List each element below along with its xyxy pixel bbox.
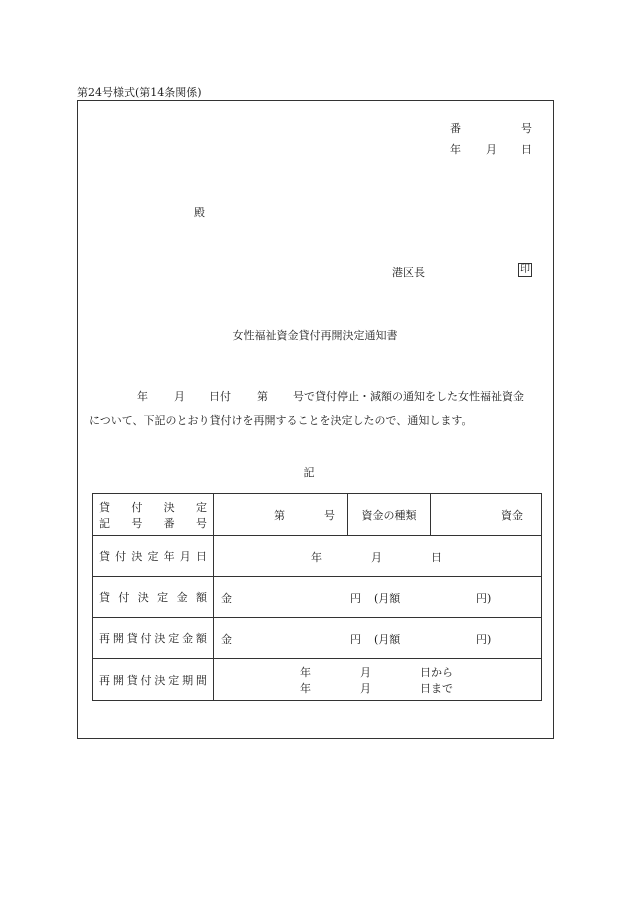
seal-mark: 印: [520, 264, 530, 275]
label-char: 間: [195, 673, 207, 687]
loan-number-label: [93, 494, 214, 536]
label-char: 定: [168, 673, 180, 687]
label-char: 期: [182, 673, 194, 687]
body-year: 年: [137, 390, 148, 403]
from-day: 日から: [420, 666, 453, 679]
number-suffix: 号: [521, 122, 532, 135]
label-char: 年: [163, 550, 175, 563]
decision-amount-value: [214, 577, 542, 618]
go-char: 号: [324, 508, 335, 522]
table-row-loan-number: [93, 494, 542, 536]
date-month: 月: [486, 143, 497, 156]
label-char: 定: [195, 500, 207, 514]
ki-heading: 記: [303, 466, 315, 479]
body-line2: について、下記のとおり貸付けを再開することを決定したので、通知します。: [89, 414, 473, 427]
label-char: 決: [137, 591, 149, 604]
loan-number-value: [214, 494, 348, 536]
to-day: 日まで: [420, 682, 453, 695]
label-char: 決: [154, 632, 166, 645]
date-year: 年: [450, 143, 461, 156]
dai-char: 第: [274, 508, 285, 522]
resume-amount-label: [93, 618, 214, 659]
label-char: 貸: [126, 632, 138, 645]
label-char: 再: [99, 673, 110, 687]
label-char: 決: [163, 500, 175, 514]
date-day: 日: [521, 143, 532, 156]
label-char: 定: [168, 632, 180, 645]
body-dai: 第: [257, 390, 268, 403]
label-char: 付: [131, 500, 143, 514]
label-char: 貸: [99, 500, 110, 514]
label-char: 貸: [99, 550, 110, 563]
from-month: 月: [360, 666, 371, 679]
label-char: 付: [140, 632, 152, 645]
decision-date-label: [93, 536, 214, 577]
label-char: 定: [157, 591, 169, 604]
label-char: 開: [112, 632, 124, 645]
label-char: 定: [147, 550, 159, 563]
label-char: 付: [115, 550, 127, 563]
decision-amount-label: [93, 577, 214, 618]
table-row-decision-amount: [93, 577, 542, 618]
body-day: 日付: [209, 390, 231, 403]
label-char: 月: [179, 550, 191, 563]
loan-details-table: [92, 493, 542, 701]
body-line1-rest: 号で貸付停止・減額の通知をした女性福祉資金: [293, 390, 524, 403]
resume-period-value: [214, 659, 542, 701]
fund-type-value: 資金: [431, 494, 542, 536]
kin-char: 金: [221, 633, 232, 646]
yen-close: 円): [476, 592, 492, 605]
body-month: 月: [174, 390, 185, 403]
to-year: 年: [300, 682, 311, 695]
label-char: 貸: [126, 673, 138, 687]
monthly-label: (月額: [374, 592, 401, 605]
label-char: 金: [182, 632, 194, 645]
kin-char: 金: [221, 592, 232, 605]
monthly-label: (月額: [374, 633, 401, 646]
fund-type-label: 資金の種類: [348, 494, 431, 536]
document-title: 女性福祉資金貸付再開決定通知書: [232, 329, 398, 342]
year-char: 年: [311, 551, 322, 564]
issuer-title: 港区長: [392, 266, 425, 279]
label-char: 日: [195, 550, 207, 563]
label-char: 開: [112, 673, 124, 687]
yen-close: 円): [476, 633, 492, 646]
table-row-resume-amount: [93, 618, 542, 659]
label-char: 号: [195, 516, 207, 530]
decision-date-value: [214, 536, 542, 577]
label-char: 金: [176, 591, 188, 604]
label-char: 額: [195, 632, 207, 645]
label-char: 記: [99, 516, 110, 530]
from-year: 年: [300, 666, 311, 679]
resume-amount-value: [214, 618, 542, 659]
table-row-decision-date: [93, 536, 542, 577]
label-char: 再: [99, 632, 110, 645]
label-char: 号: [131, 516, 143, 530]
day-char: 日: [431, 551, 442, 564]
label-char: 番: [163, 516, 175, 530]
resume-period-label: [93, 659, 214, 701]
label-char: 付: [118, 591, 130, 604]
form-number-label: 第24号様式(第14条関係): [77, 86, 202, 99]
table-row-resume-period: [93, 659, 542, 701]
addressee-suffix: 殿: [194, 206, 205, 219]
label-char: 決: [131, 550, 143, 563]
label-char: 額: [195, 591, 207, 604]
to-month: 月: [360, 682, 371, 695]
label-char: 決: [154, 673, 166, 687]
yen-char: 円: [350, 592, 361, 605]
label-char: 付: [140, 673, 152, 687]
month-char: 月: [371, 551, 382, 564]
yen-char: 円: [350, 633, 361, 646]
label-char: 貸: [99, 591, 110, 604]
number-label: 番: [450, 122, 461, 135]
